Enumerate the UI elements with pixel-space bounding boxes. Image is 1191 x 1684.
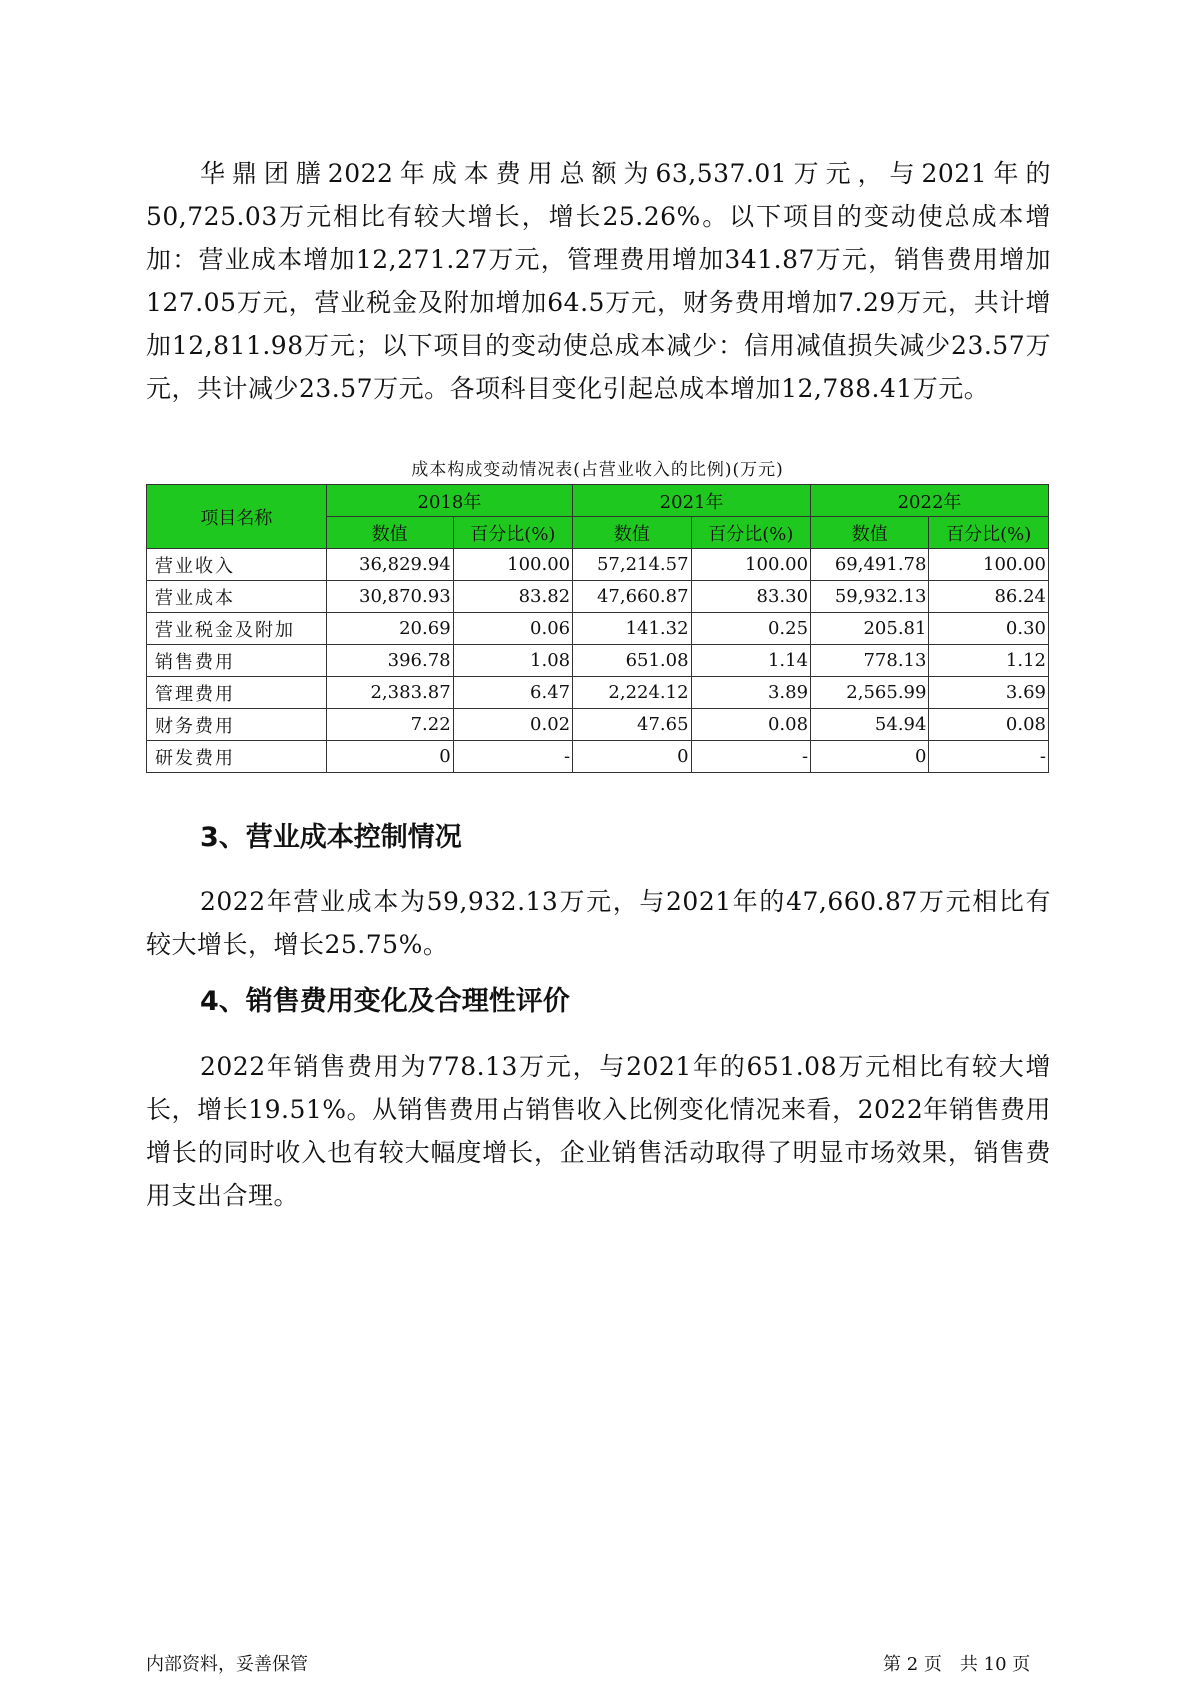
cell-percent: 1.12 [929,645,1049,677]
row-name: 研发费用 [147,741,327,773]
section-heading-operating-cost: 3、营业成本控制情况 [200,822,462,853]
cell-percent: 3.89 [691,677,810,709]
row-name: 营业税金及附加 [147,613,327,645]
cell-value: 47,660.87 [573,581,691,613]
header-value: 数值 [573,517,691,549]
cell-value: 47.65 [573,709,691,741]
cell-value: 2,224.12 [573,677,691,709]
cell-percent: 100.00 [691,549,810,581]
table-row [147,581,1049,613]
cell-value: 69,491.78 [811,549,929,581]
cell-percent: 1.08 [453,645,572,677]
paragraph-cost-summary: 华鼎团膳2022年成本费用总额为63,537.01万元，与2021年的50,725.03万元相比有较大增长，增长25.26%。以下项目的变动使总成本增加：营业成本增加12,271.27万元，管理费用增加341.87万元，销售费用增加127.05万元，营业税金及附加增加64.5万元，财务费用增加7.29万元，共计增加12,811.98万元；以下项目的变动使总成本减少：信用减值损失减少23.57万元，共计减少23.57万元。各项科目变化引起总成本增加12,788.41万元。 [146,159,1051,403]
row-name: 营业成本 [147,581,327,613]
cell-percent: - [929,741,1049,773]
header-percent: 百分比(%) [929,517,1049,549]
header-year-2021: 2021年 [573,485,811,517]
cell-percent: 6.47 [453,677,572,709]
cell-percent: 100.00 [453,549,572,581]
table-row [147,549,1049,581]
row-name: 财务费用 [147,709,327,741]
cell-percent: 3.69 [929,677,1049,709]
paragraph-sales-expense: 2022年销售费用为778.13万元，与2021年的651.08万元相比有较大增长，增长19.51%。从销售费用占销售收入比例变化情况来看，2022年销售费用增长的同时收入也有较大幅度增长，企业销售活动取得了明显市场效果，销售费用支出合理。 [146,1052,1051,1210]
table-row [147,709,1049,741]
cell-percent: 0.08 [691,709,810,741]
table-row [147,613,1049,645]
cell-value: 20.69 [326,613,453,645]
cell-value: 59,932.13 [811,581,929,613]
header-value: 数值 [811,517,929,549]
cell-percent: 1.14 [691,645,810,677]
cell-value: 778.13 [811,645,929,677]
cell-percent: 0.02 [453,709,572,741]
cell-percent: - [453,741,572,773]
header-percent: 百分比(%) [453,517,572,549]
header-item-name: 项目名称 [147,485,327,549]
cell-value: 30,870.93 [326,581,453,613]
cost-structure-table [146,484,1049,773]
cell-value: 2,383.87 [326,677,453,709]
cell-value: 0 [573,741,691,773]
table-header-row-years [147,485,1049,517]
header-year-2022: 2022年 [811,485,1049,517]
header-value: 数值 [326,517,453,549]
footer-confidential-note: 内部资料，妥善保管 [146,1654,308,1675]
row-name: 销售费用 [147,645,327,677]
cell-value: 57,214.57 [573,549,691,581]
paragraph-operating-cost: 2022年营业成本为59,932.13万元，与2021年的47,660.87万元相比有较大增长，增长25.75%。 [146,887,1051,959]
cell-value: 36,829.94 [326,549,453,581]
cell-percent: 0.08 [929,709,1049,741]
cell-value: 54.94 [811,709,929,741]
row-name: 营业收入 [147,549,327,581]
header-percent: 百分比(%) [691,517,810,549]
cell-value: 0 [326,741,453,773]
cell-value: 7.22 [326,709,453,741]
cell-percent: 100.00 [929,549,1049,581]
cell-percent: 83.82 [453,581,572,613]
table-caption: 成本构成变动情况表(占营业收入的比例)(万元) [411,460,784,480]
cell-percent: 0.30 [929,613,1049,645]
cell-value: 2,565.99 [811,677,929,709]
section-heading-sales-expense: 4、销售费用变化及合理性评价 [200,986,570,1017]
cell-percent: 0.06 [453,613,572,645]
cell-percent: - [691,741,810,773]
cell-percent: 86.24 [929,581,1049,613]
cell-value: 396.78 [326,645,453,677]
cell-value: 651.08 [573,645,691,677]
table-row [147,677,1049,709]
cell-percent: 0.25 [691,613,810,645]
table-row [147,645,1049,677]
cell-value: 141.32 [573,613,691,645]
cell-percent: 83.30 [691,581,810,613]
table-row [147,741,1049,773]
cell-value: 205.81 [811,613,929,645]
header-year-2018: 2018年 [326,485,572,517]
cell-value: 0 [811,741,929,773]
footer-page-number: 第 2 页 共 10 页 [883,1654,1031,1675]
row-name: 管理费用 [147,677,327,709]
